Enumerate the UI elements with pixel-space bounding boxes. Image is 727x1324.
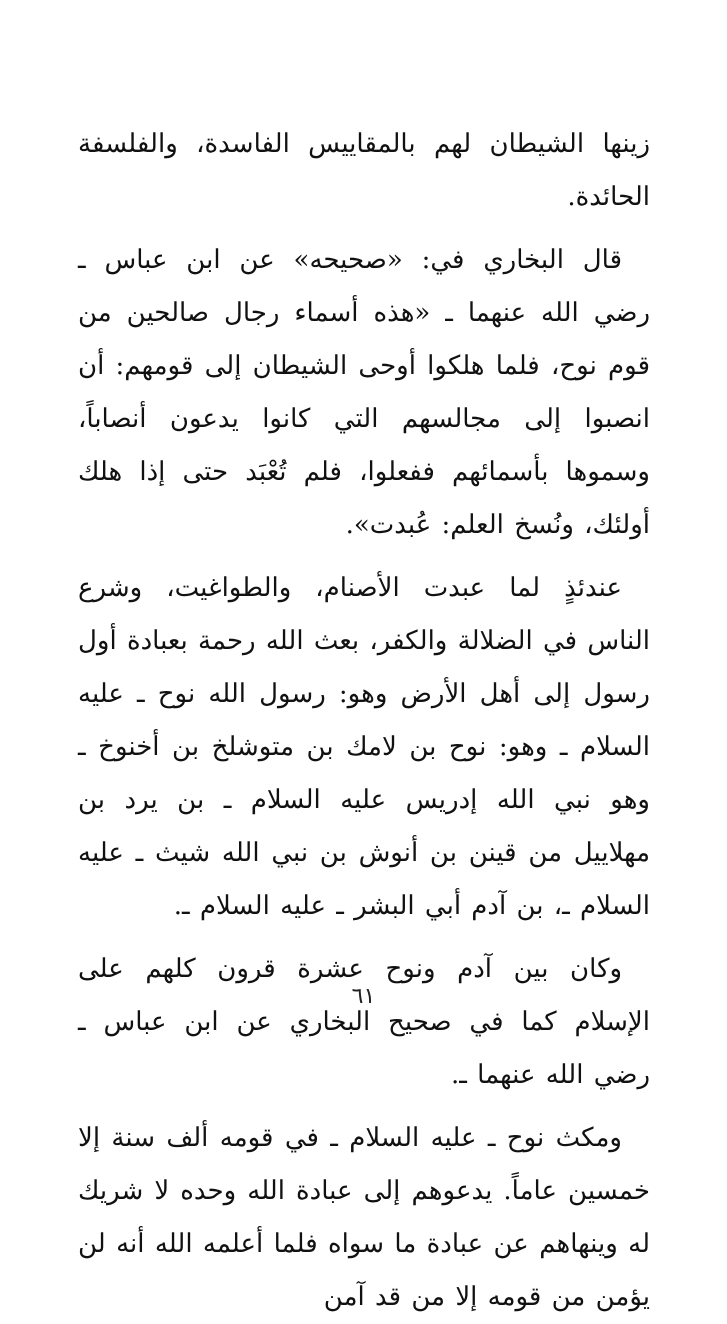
paragraph-5: ومكث نوح ـ عليه السلام ـ في قومه ألف سنة إلا خمسين عاماً. يدعوهم إلى عبادة الله وحده لا شريك له وينهاهم عن عبادة ما سواه فلما أعلمه الله أنه لن يؤمن من قومه إلا من قد آمن [78,1123,650,1312]
page-number: ٦١ [351,984,376,1009]
paragraph-1: زينها الشيطان لهم بالمقاييس الفاسدة، والفلسفة الحائدة. [78,129,650,212]
paragraph-3: عندئذٍ لما عبدت الأصنام، والطواغيت، وشرع الناس في الضلالة والكفر، بعث الله رحمة بعبادة أول رسول إلى أهل الأرض وهو: رسول الله نوح ـ عليه السلام ـ وهو: نوح بن لامك بن متوشلخ بن أخنوخ ـ وهو نبي الله إدريس عليه السلام ـ بن يرد بن مهلاييل من قينن بن أنوش بن نبي الله شيث ـ عليه السلام ـ، بن آدم أبي البشر ـ عليه السلام ـ. [78,573,650,921]
paragraph-2: قال البخاري في: «صحيحه» عن ابن عباس ـ رضي الله عنهما ـ «هذه أسماء رجال صالحين من قوم نوح، فلما هلكوا أوحى الشيطان إلى قومهم: أن انصبوا إلى مجالسهم التي كانوا يدعون أنصاباً، وسموها بأسمائهم ففعلوا، فلم تُعْبَد حتى إذا هلك أولئك، ونُسخ العلم: عُبدت». [78,245,650,540]
body-text [78,118,650,1324]
paragraph-4: وكان بين آدم ونوح عشرة قرون كلهم على الإسلام كما في صحيح البخاري عن ابن عباس ـ رضي الله عنهما ـ. [78,954,650,1090]
